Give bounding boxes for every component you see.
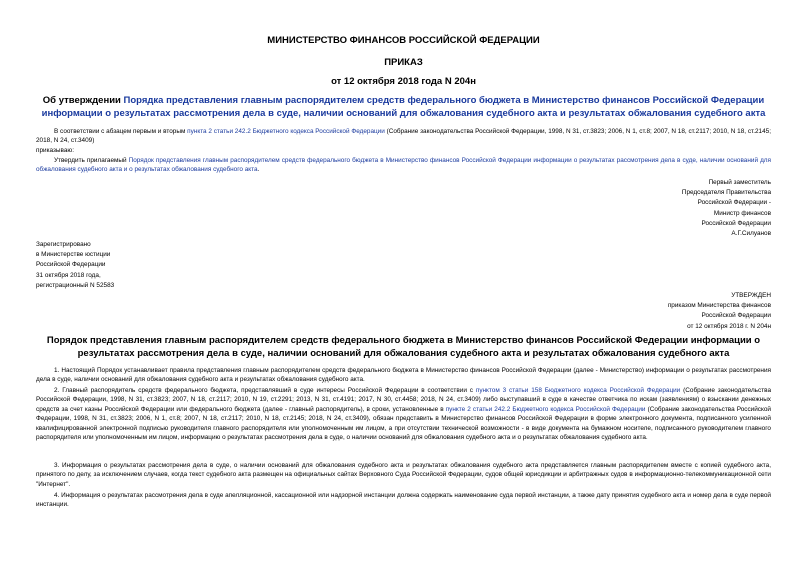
signature-line: Первый заместитель [708,179,771,186]
signature-block [682,178,771,239]
ministry-heading: МИНИСТЕРСТВО ФИНАНСОВ РОССИЙСКОЙ ФЕДЕРАЦИИ [267,35,540,46]
registration-line: в Министерстве юстиции [36,251,111,259]
approved-line: Российской Федерации [701,312,771,320]
order-date: от 12 октября 2018 года N 204н [331,76,476,87]
item2-text-a: 2. Главный распорядитель средств федерального бюджета, представлявший в суде интересы Российской Федерации в соответствии с [54,387,476,394]
item2-text-c: (Собрание законодательства Российской Федерации, 1998, N 31, ст.3823; 2006, N 1, ст.8; 2007, N 18, ст.2117; 2010, N 18, ст.2145; 2018, N 24, ст.3409), обязан представить в Министерство финансов Российской Федерации в форме электронного документа, подписанного усиленной квалифицированной электронной подписью руководителя главного распорядителя или уполномоченным им лицом, а при отсутствии технической возможности - в виде документа на бумажном носителе, подписанного руководителем главного распорядителя или уполномоченным им лицом, информацию о результатах рассмотрения дела в суде, о наличии оснований для обжалования судебного акта и о результатах обжалования судебного акта. [36,405,771,442]
registration-line: 31 октября 2018 года, [36,271,101,279]
procedure-link[interactable]: Порядок представления главным распорядителем средств федерального бюджета в Министерство финансов Российской Федерации информации о результатах рассмотрения дела в суде, наличии оснований для обжалования судебного акта и о результатах обжалования судебного акта [36,157,771,174]
approve-text-b: . [257,166,260,174]
article-158-link[interactable]: пунктом 3 статьи 158 Бюджетного кодекса Российской Федерации [475,387,681,394]
signature-line: Российской Федерации [701,219,771,227]
preamble-text-b: (Собрание законодательства Российской Федерации, 1998, N 31, ст.3823; 2006, N 1, ст.8; 2007, N 18, ст.2117; 2010, N 18, ст.2145; 2018, N 24, ст.3409) [36,128,771,145]
procedure-item-3: 3. Информация о результатах рассмотрения дела в суде, о наличии оснований для обжалования судебного акта и результатах обжалования судебного акта представляется главным распорядителем вместе с копией судебного акта, принятого по делу, за исключением случаев, когда текст судебного акта размещен на официальных сайтах Верховного Суда Российской Федерации, судов общей юрисдикции и арбитражных судов в информационно-телекоммуникационной сети "Интернет". [36,462,771,488]
signature-line: Российской Федерации - [697,199,771,207]
order-title-link[interactable]: Порядка представления главным распорядителем средств федерального бюджета в Министерство финансов Российской Федерации информации о результатах рассмотрения дела в суде, наличии оснований для обжалования судебного акта и результатах обжалования судебного акта [41,95,766,119]
item2-text-b: (Собрание законодательства Российской Федерации, 1998, N 31, ст.3823; 2007, N 18, ст.2117; 2010, N 19, ст.2291; 2013, N 31, ст.4191; 2017, N 30, ст.4458; 2018, N 24, ст.3409) либо выступавший в суде в качестве ответчика по искам (заявлениям) о взыскании денежных средств за счет казны Российской Федерации или федерального бюджета (далее - главный распорядитель), в сроки, установленные в [36,387,771,413]
article-242-link[interactable]: пункте 2 статьи 242.2 Бюджетного кодекса Российской Федерации [445,405,646,413]
registration-number: регистрационный N 52583 [36,281,115,289]
preamble-paragraph [36,127,771,146]
approved-block [668,291,771,332]
procedure-item-1: 1. Настоящий Порядок устанавливает правила представления главным распорядителем средств федерального бюджета в Министерство финансов Российской Федерации (далее - Министерство) информации о результатах рассмотрения дела в суде, наличии оснований для обжалования судебного акта и результатах обжалования судебного акта. [36,367,771,384]
order-title-prefix: Об утверждении [42,95,124,106]
budget-code-link[interactable]: пункта 2 статьи 242.2 Бюджетного кодекса Российской Федерации [187,128,385,135]
order-verb: приказываю: [36,147,74,154]
approved-label: УТВЕРЖДЕН [731,292,771,299]
procedure-item-2 [36,386,771,442]
approved-date: от 12 октября 2018 г. N 204н [687,322,771,330]
procedure-title: Порядок представления главным распорядителем средств федерального бюджета в Министерство финансов Российской Федерации информации о результатах рассмотрения дела в суде, наличии оснований для обжалования судебного акта и результатах обжалования судебного акта [46,335,761,359]
signature-name: А.Г.Силуанов [731,230,771,238]
approved-line: приказом Министерства финансов [667,302,771,310]
approve-paragraph [36,156,771,175]
signature-line: Председателя Правительства [681,189,771,197]
registration-line: Зарегистрировано [36,241,91,248]
approve-text-a: Утвердить прилагаемый [54,157,129,164]
signature-line: Министр финансов [713,209,771,217]
procedure-item-4: 4. Информация о результатах рассмотрения дела в суде апелляционной, кассационной или надзорной инстанции должна содержать наименование суда первой инстанции, а также дату принятия судебного акта и номер дела в суде первой инстанции. [36,492,771,509]
registration-block [36,240,114,291]
registration-line: Российской Федерации [36,261,106,269]
preamble-text-a: В соответствии с абзацем первым и вторым [54,128,188,135]
order-title [36,95,771,120]
order-heading: ПРИКАЗ [384,57,423,68]
